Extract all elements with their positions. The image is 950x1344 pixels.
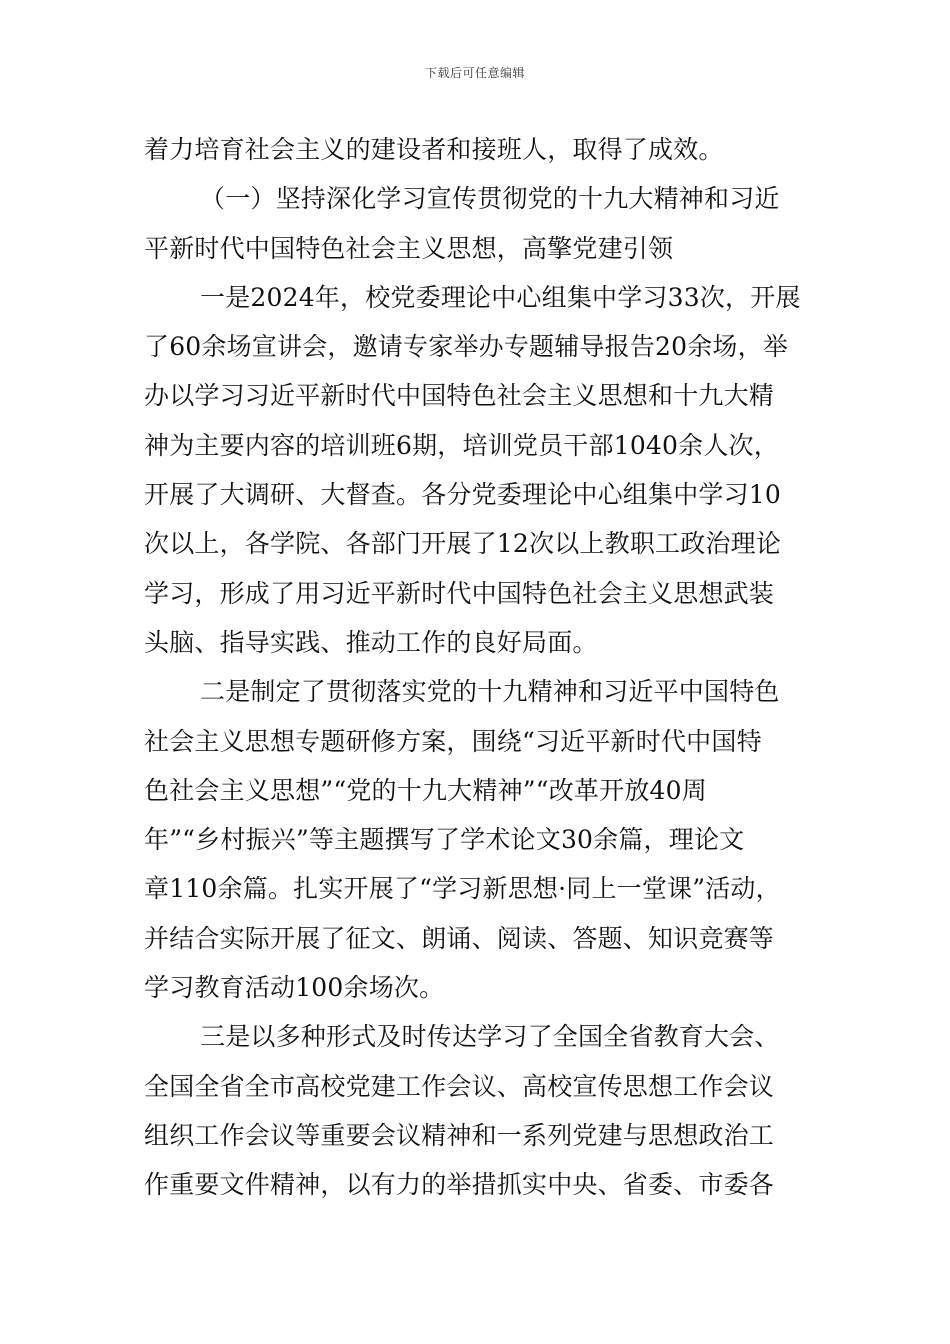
text-line: 次以上，各学院、各部门开展了12次以上教职工政治理论 [144,529,782,559]
text-line: 一是2024年，校党委理论中心组集中学习33次，开展 [200,282,801,312]
text-line: 了60余场宣讲会，邀请专家举办专题辅导报告20余场，举 [144,332,789,362]
text-line: 年”“乡村振兴”等主题撰写了学术论文30余篇，理论文 [144,825,745,855]
paragraph-continuation [144,130,810,179]
text-line: 学习，形成了用习近平新时代中国特色社会主义思想武装 [144,578,775,608]
text-line: 着力培育社会主义的建设者和接班人，取得了成效。 [144,135,724,164]
text-line: 社会主义思想专题研修方案，围绕“习近平新时代中国特 [144,726,762,756]
text-line: （一）坚持深化学习宣传贯彻党的十九大精神和习近 [200,184,780,214]
text-line: 三是以多种形式及时传达学习了全国全省教育大会、 [200,1022,780,1052]
text-line: 作重要文件精神，以有力的举措抓实中央、省委、市委各 [144,1170,775,1200]
text-line: 开展了大调研、大督查。各分党委理论中心组集中学习10 [144,480,782,510]
text-line: 组织工作会议等重要会议精神和一系列党建与思想政治工 [144,1120,775,1150]
document-body [144,130,810,1215]
text-line: 神为主要内容的培训班6期，培训党员干部1040余人次， [144,430,779,460]
paragraph-3 [144,1017,810,1214]
text-line: 头脑、指导实践、推动工作的良好局面。 [144,627,598,657]
text-line: 学习教育活动100余场次。 [144,973,445,1003]
text-line: 二是制定了贯彻落实党的十九精神和习近平中国特色 [200,677,780,707]
text-line: 办以学习习近平新时代中国特色社会主义思想和十九大精 [144,381,775,411]
text-line: 色社会主义思想”“党的十九大精神”“改革开放40周 [144,775,707,805]
paragraph-2 [144,672,810,1017]
section-heading [144,179,810,278]
paragraph-1 [144,278,810,672]
page-header: 下载后可任意编辑 [424,66,525,80]
text-line: 平新时代中国特色社会主义思想，高擎党建引领 [144,233,674,263]
text-line: 并结合实际开展了征文、朗诵、阅读、答题、知识竞赛等 [144,923,775,953]
text-line: 章110余篇。扎实开展了“学习新思想·同上一堂课”活动， [144,874,781,904]
text-line: 全国全省全市高校党建工作会议、高校宣传思想工作会议 [144,1071,775,1101]
